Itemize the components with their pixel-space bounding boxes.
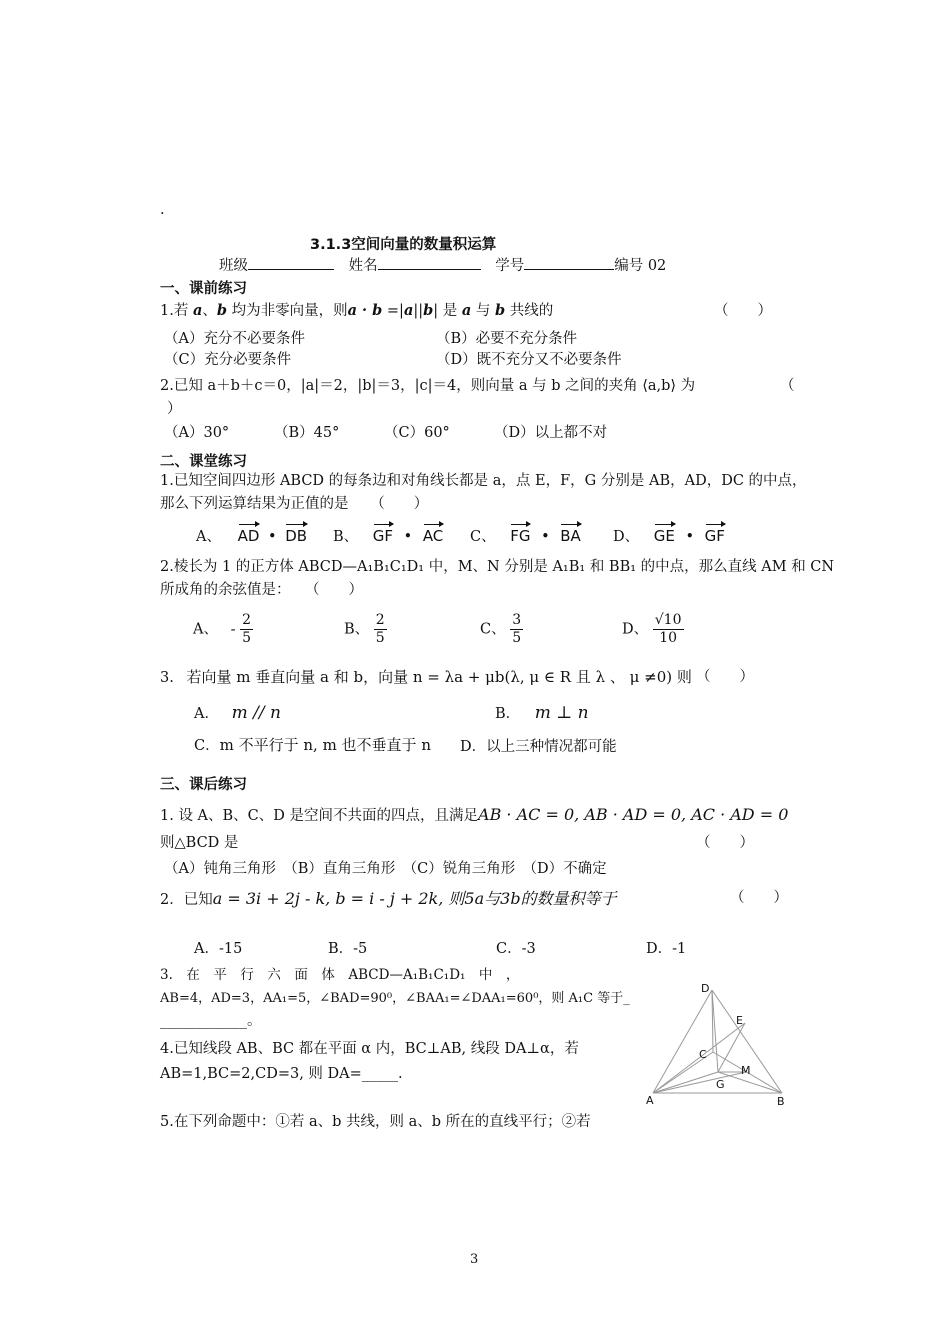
section-pre-class: 一、课前练习	[160, 281, 247, 297]
class-q3	[160, 668, 692, 687]
fraction	[240, 612, 253, 647]
vector-db: DB	[285, 527, 308, 545]
pre-q2-option-b[interactable]: （B）45°	[274, 425, 340, 441]
post-q1	[160, 806, 788, 825]
option-label: C、	[480, 621, 506, 638]
post-q2-option-c[interactable]: C．-3	[496, 941, 536, 957]
q1-part: =|	[382, 303, 404, 319]
page-title: 3.1.3空间向量的数量积运算	[310, 237, 497, 253]
q1-var-b: b	[495, 302, 506, 319]
label-m: M	[741, 1064, 751, 1077]
pre-q2-option-c[interactable]: （C）60°	[384, 425, 450, 441]
class-label: 班级	[219, 258, 248, 274]
class-q1-line2: 那么下列运算结果为正值的是 （ ）	[160, 496, 429, 512]
denominator: 5	[512, 630, 522, 646]
vector-gf: GF	[704, 527, 725, 545]
section-after-class: 三、课后练习	[160, 777, 247, 793]
q1-part: 、	[202, 303, 217, 319]
question-math: a = 3i + 2j - k, b = i - j + 2k, 则5a与3b的数量积等于	[212, 889, 617, 908]
option-label: D、	[613, 529, 640, 545]
q1-var-b: b	[423, 302, 434, 319]
pre-q1-option-a[interactable]: （A）充分不必要条件	[164, 331, 305, 347]
question-text: 若向量 m 垂直向量 a 和 b，向量 n = λa + μb(λ, μ ∈ R 且 λ 、 μ ≠0) 则	[186, 668, 692, 686]
class-q3-answer-paren[interactable]: （ ）	[696, 669, 754, 685]
class-q1-option-a[interactable]	[196, 527, 307, 546]
post-q4-line2	[160, 1065, 403, 1083]
post-q4-line1: 4.已知线段 AB、BC 都在平面 α 内，BC⊥AB, 线段 DA⊥α，若	[160, 1041, 579, 1057]
class-blank[interactable]	[248, 255, 334, 270]
vector-ge: GE	[653, 527, 675, 545]
denominator: 5	[375, 630, 385, 646]
pre-q2: 2.已知 a＋b＋c＝0，|a|＝2，|b|＝3，|c|＝4，则向量 a 与 b 之间的夹角 ⟨a,b⟩ 为	[160, 378, 696, 394]
option-math: m ⊥ n	[534, 703, 589, 723]
class-q3-option-c[interactable]	[194, 736, 431, 755]
numerator: √10	[654, 612, 682, 628]
post-q2	[160, 890, 617, 909]
option-label: B．	[495, 706, 521, 722]
q1-var-a: a	[461, 302, 472, 319]
post-q3-line3[interactable]: ____________。	[160, 1013, 262, 1029]
class-q1-option-d[interactable]	[613, 527, 725, 546]
option-label: D、	[622, 621, 649, 638]
class-q3-option-a[interactable]	[194, 704, 281, 723]
id-label: 学号	[495, 258, 525, 274]
pre-q1-option-b[interactable]: （B）必要不充分条件	[436, 331, 578, 347]
denominator: 10	[659, 630, 678, 646]
pre-q2-option-d[interactable]: （D）以上都不对	[494, 425, 608, 441]
class-q3-option-b[interactable]	[495, 704, 589, 723]
minus-sign: -	[230, 621, 236, 638]
label-c: C	[699, 1048, 707, 1061]
option-label: A、	[196, 529, 221, 545]
question-number: 3.	[160, 670, 174, 686]
vector-fg: FG	[510, 527, 531, 545]
vector-ac: AC	[422, 527, 444, 545]
option-math: m 不平行于 n, m 也不垂直于 n	[219, 736, 431, 754]
fraction	[653, 612, 684, 647]
question-number: 2．已知	[160, 892, 213, 908]
numerator: 2	[242, 612, 252, 628]
tetrahedron-figure	[640, 980, 800, 1110]
q1-var-a: a	[403, 302, 414, 319]
label-e: E	[736, 1014, 743, 1027]
name-label: 姓名	[348, 258, 378, 274]
dot-operator: •	[403, 529, 413, 545]
option-math: m // n	[231, 703, 281, 723]
section-in-class: 二、课堂练习	[160, 454, 247, 470]
post-q1-line2: 则△BCD 是	[160, 835, 239, 851]
number-label: 编号 02	[614, 258, 667, 274]
post-q5-line1: 5.在下列命题中：①若 a、b 共线，则 a、b 所在的直线平行；②若	[160, 1114, 591, 1130]
post-q3-line1: 3. 在 平 行 六 面 体 ABCD—A₁B₁C₁D₁ 中 ，	[160, 967, 520, 983]
pre-q2-paren-left[interactable]: （	[780, 378, 795, 394]
denominator: 5	[242, 630, 252, 646]
post-q2-option-b[interactable]: B．-5	[328, 941, 368, 957]
id-blank[interactable]	[524, 255, 614, 270]
q1-var-a: a	[192, 302, 203, 319]
option-label: C、	[470, 529, 496, 545]
numerator: 3	[512, 612, 522, 628]
dot-operator: •	[541, 529, 550, 545]
vector-ba: BA	[560, 527, 581, 545]
q1-part: ||	[413, 303, 424, 319]
dot-operator: •	[685, 529, 695, 545]
q1-part: | 是	[433, 303, 462, 319]
option-label: A．	[194, 706, 219, 722]
answer-blank[interactable]: _____.	[361, 1066, 403, 1082]
class-q2-line2: 所成角的余弦值是： （ ）	[160, 582, 363, 598]
label-a: A	[646, 1094, 654, 1107]
q1-part: 均为非零向量，则	[227, 303, 348, 319]
label-g: G	[716, 1078, 725, 1091]
stray-dot: ·	[160, 206, 165, 222]
class-q1-line1: 1.已知空间四边形 ABCD 的每条边和对角线长都是 a，点 E，F，G 分别是 AB，AD，DC 的中点，	[160, 473, 807, 489]
question-math: AB · AC = 0, AB · AD = 0, AC · AD = 0	[478, 805, 789, 824]
post-q2-option-d[interactable]: D．-1	[646, 941, 687, 957]
class-q2-option-a[interactable]	[193, 612, 253, 647]
fraction	[374, 612, 387, 647]
class-q2-option-c[interactable]	[480, 612, 523, 647]
option-label: C．	[194, 738, 220, 754]
name-blank[interactable]	[378, 255, 481, 270]
question-text: 1. 设 A、B、C、D 是空间不共面的四点，且满足	[160, 808, 479, 824]
q1-var-b: b	[216, 302, 227, 319]
q1-part: 与	[471, 303, 496, 319]
class-q2-option-b[interactable]	[344, 612, 387, 647]
class-q2-option-d[interactable]	[622, 612, 684, 647]
pre-q1	[160, 302, 553, 320]
vector-ad: AD	[237, 527, 260, 545]
numerator: 2	[375, 612, 385, 628]
class-q3-option-d[interactable]: D．以上三种情况都可能	[460, 739, 617, 755]
label-d: D	[701, 982, 710, 995]
pre-q2-paren-right[interactable]: ）	[167, 401, 182, 417]
q1-dot-expr: a · b	[347, 302, 383, 319]
q1-part: 共线的	[505, 303, 554, 319]
question-text: AB=1,BC=2,CD=3, 则 DA=	[160, 1066, 362, 1082]
option-label: B、	[344, 621, 370, 638]
pre-q2-option-a[interactable]: （A）30°	[164, 425, 230, 441]
pre-q1-option-d[interactable]: （D）既不充分又不必要条件	[436, 352, 622, 368]
header-line	[219, 255, 666, 275]
class-q1-option-b[interactable]	[333, 527, 443, 546]
post-q1-options[interactable]: （A）钝角三角形 （B）直角三角形 （C）锐角三角形 （D）不确定	[164, 861, 607, 877]
pre-q1-answer-paren[interactable]: （ ）	[714, 303, 772, 319]
q1-part: 1.若	[160, 303, 193, 319]
pre-q1-option-c[interactable]: （C）充分必要条件	[164, 352, 292, 368]
dot-operator: •	[268, 529, 277, 545]
post-q3-line2: AB=4，AD=3，AA₁=5，∠BAD=90⁰，∠BAA₁=∠DAA₁=60⁰，则 A₁C 等于_	[160, 991, 630, 1006]
fraction	[510, 612, 523, 647]
option-label: A、	[193, 621, 218, 638]
post-q2-answer-paren[interactable]: （ ）	[730, 890, 788, 906]
page-number: 3	[470, 1252, 479, 1267]
post-q2-option-a[interactable]: A．-15	[194, 941, 243, 957]
class-q1-option-c[interactable]	[470, 527, 581, 546]
post-q1-answer-paren[interactable]: （ ）	[696, 835, 754, 851]
label-b: B	[777, 1095, 785, 1108]
class-q2-line1: 2.棱长为 1 的正方体 ABCD—A₁B₁C₁D₁ 中，M、N 分别是 A₁B₁ 和 BB₁ 的中点，那么直线 AM 和 CN	[160, 559, 835, 575]
option-label: B、	[333, 529, 359, 545]
vector-gf: GF	[372, 527, 394, 545]
